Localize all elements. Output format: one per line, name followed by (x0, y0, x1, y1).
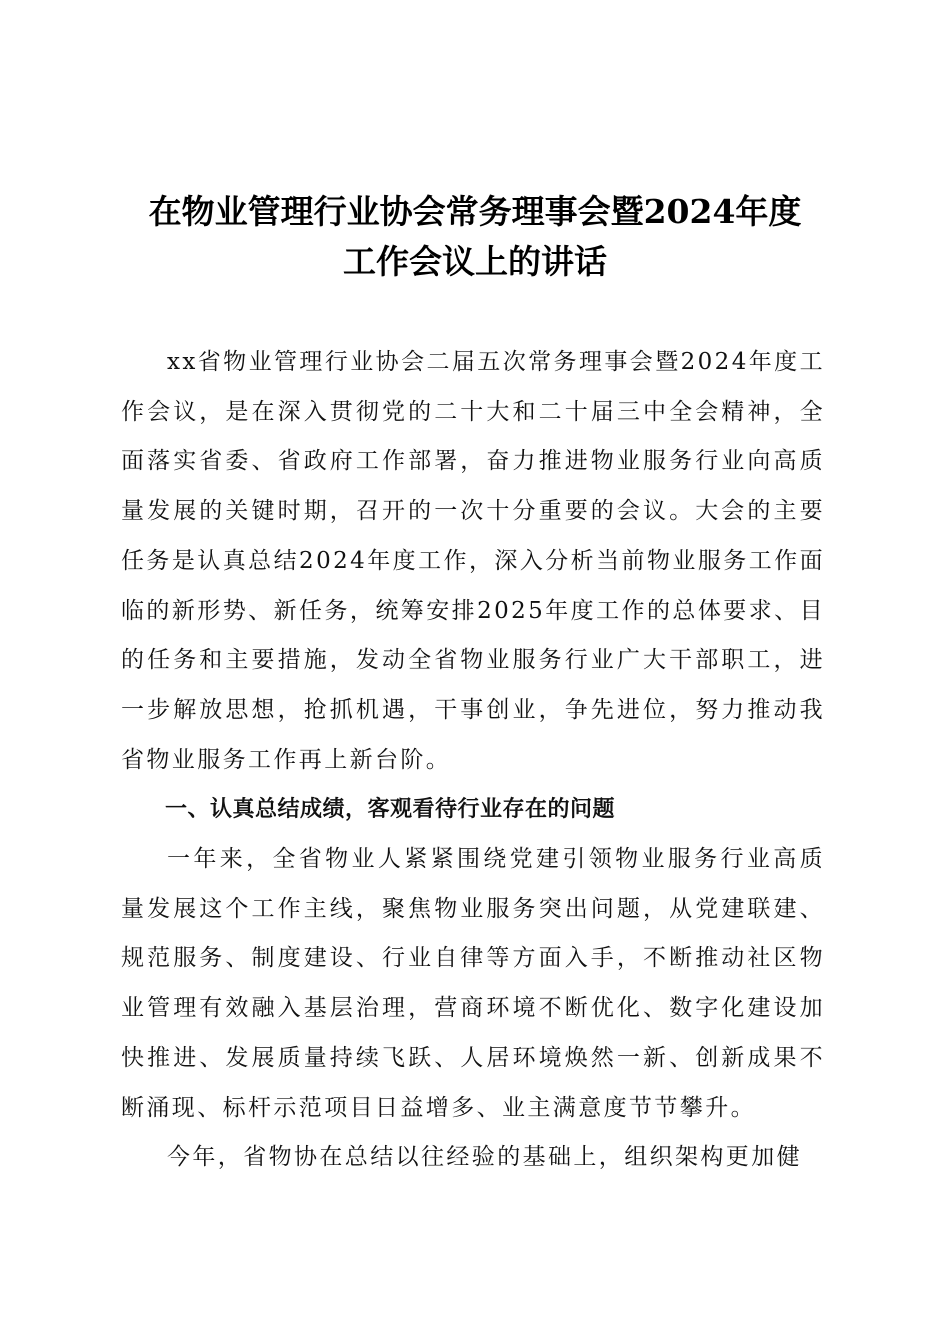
paragraph-achievements: 一年来，全省物业人紧紧围绕党建引领物业服务行业高质量发展这个工作主线，聚焦物业服务突出问题，从党建联建、规范服务、制度建设、行业自律等方面入手，不断推动社区物业管理有效融入基层治理，营商环境不断优化、数字化建设加快推进、发展质量持续飞跃、人居环境焕然一新、创新成果不断涌现、标杆示范项目日益增多、业主满意度节节攀升。 (121, 846, 825, 1121)
paragraph-this-year: 今年，省物协在总结以往经验的基础上，组织架构更加健 (167, 1144, 802, 1171)
section-heading-1: 一、认真总结成绩，客观看待行业存在的问题 (165, 797, 616, 823)
document-title-line-2: 工作会议上的讲话 (343, 242, 607, 281)
document-body (121, 338, 825, 1183)
document-title-line-1: 在物业管理行业协会常务理事会暨2024年度 (148, 192, 802, 231)
paragraph-intro: xx省物业管理行业协会二届五次常务理事会暨2024年度工作会议，是在深入贯彻党的二十大和二十届三中全会精神，全面落实省委、省政府工作部署，奋力推进物业服务行业向高质量发展的关键时期，召开的一次十分重要的会议。大会的主要任务是认真总结2024年度工作，深入分析当前物业服务工作面临的新形势、新任务，统筹安排2025年度工作的总体要求、目的任务和主要措施，发动全省物业服务行业广大干部职工，进一步解放思想，抢抓机遇，干事创业，争先进位，努力推动我省物业服务工作再上新台阶。 (121, 349, 825, 773)
